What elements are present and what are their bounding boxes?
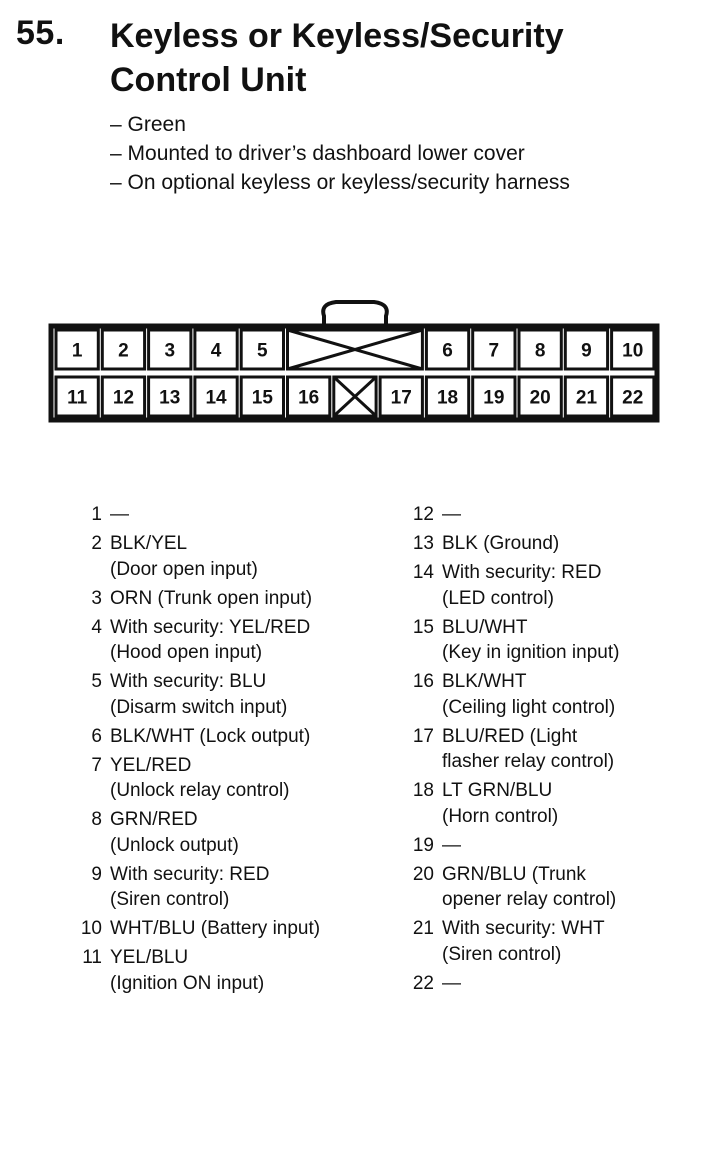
section-number: 55. <box>16 14 65 52</box>
terminal-description-line: (Key in ignition input) <box>442 642 620 663</box>
terminal-description <box>442 778 692 829</box>
terminal-number: 22 <box>412 972 434 994</box>
terminal-description-line: (Unlock relay control) <box>110 780 290 801</box>
terminal-entry <box>392 724 692 775</box>
terminal-description-line: BLU/RED (Light <box>442 725 578 747</box>
terminal-description-line: (Hood open input) <box>110 642 263 663</box>
terminal-description-line: BLK/WHT <box>442 671 527 692</box>
terminal-number: 6 <box>91 725 102 747</box>
note-item: – On optional keyless or keyless/security harness <box>110 168 570 197</box>
terminal-number: 16 <box>412 671 434 692</box>
terminal-description-line: With security: BLU <box>110 671 267 692</box>
terminal-entry <box>392 669 692 720</box>
terminal-entry <box>60 916 380 942</box>
page-title: Keyless or Keyless/Security Control Unit <box>110 17 564 99</box>
terminal-description <box>442 615 692 666</box>
pin-number: 11 <box>67 387 88 409</box>
terminal-description-line: With security: YEL/RED <box>110 616 311 638</box>
terminal-entry <box>60 807 380 858</box>
terminal-entry <box>60 531 380 582</box>
terminal-entry <box>60 615 380 666</box>
terminal-number: 15 <box>412 616 434 638</box>
terminal-description-line: — <box>442 972 461 994</box>
terminal-description-line: With security: RED <box>442 562 602 583</box>
terminal-number: 8 <box>91 809 102 830</box>
pin-number: 4 <box>210 340 222 362</box>
pin-number: 18 <box>436 387 459 409</box>
terminal-description <box>110 945 380 996</box>
terminal-description <box>110 502 380 528</box>
terminal-entry <box>392 833 692 859</box>
terminal-entry <box>60 753 380 804</box>
terminal-number: 2 <box>91 533 102 554</box>
pin-number: 2 <box>118 340 129 362</box>
pin-number: 12 <box>112 387 135 409</box>
terminal-entry <box>392 615 692 666</box>
pin-number: 16 <box>298 387 320 409</box>
pin-number: 5 <box>257 340 268 362</box>
terminal-entry <box>392 971 692 997</box>
terminal-description-line: (Horn control) <box>442 805 559 827</box>
terminal-description-line: GRN/RED <box>110 809 198 830</box>
pin-number: 14 <box>205 387 227 409</box>
terminal-description-line: BLK/YEL <box>110 533 188 554</box>
terminal-description-line: opener relay control) <box>442 889 617 910</box>
pin-number: 10 <box>622 340 644 362</box>
terminal-entry <box>60 862 380 913</box>
terminal-entry <box>60 724 380 750</box>
terminal-entry <box>60 945 380 996</box>
connector-latch <box>323 302 387 326</box>
pin-number: 20 <box>529 387 551 409</box>
pin-number: 22 <box>622 387 644 409</box>
pin-number: 21 <box>575 387 598 409</box>
terminal-description-line: flasher relay control) <box>442 751 615 772</box>
terminal-description <box>110 807 380 858</box>
terminal-description <box>442 724 692 775</box>
terminal-description-line: With security: RED <box>110 863 270 885</box>
terminal-entry <box>392 531 692 557</box>
terminal-description <box>110 531 380 582</box>
terminal-description <box>442 862 692 913</box>
terminal-entry <box>60 502 380 528</box>
terminal-description-line: LT GRN/BLU <box>442 780 553 801</box>
terminal-entry <box>60 669 380 720</box>
terminal-description <box>110 724 380 750</box>
terminal-description-line: WHT/BLU (Battery input) <box>110 918 321 939</box>
pin-number: 13 <box>159 387 181 409</box>
connector-diagram <box>48 296 660 426</box>
terminal-description-line: GRN/BLU (Trunk <box>442 863 586 885</box>
terminal-description-line: YEL/BLU <box>110 947 189 968</box>
terminal-number: 17 <box>412 725 434 747</box>
terminal-description-line: BLK/WHT (Lock output) <box>110 725 311 747</box>
pin-number: 8 <box>534 340 546 362</box>
pin-number: 3 <box>164 340 176 362</box>
terminal-number: 3 <box>91 587 102 609</box>
pin-number: 17 <box>390 387 412 409</box>
terminal-entry <box>60 586 380 612</box>
terminal-description-line: With security: WHT <box>442 918 605 939</box>
terminal-description-line: YEL/RED <box>110 754 192 776</box>
terminal-entry <box>392 778 692 829</box>
pin-number: 9 <box>581 340 592 362</box>
terminal-number: 11 <box>82 947 102 968</box>
terminal-description-line: ORN (Trunk open input) <box>110 587 313 609</box>
terminal-description <box>110 669 380 720</box>
terminal-description <box>442 560 692 611</box>
terminal-description <box>442 531 692 557</box>
pin-number: 1 <box>71 340 83 362</box>
notes-list <box>110 110 570 197</box>
terminal-description-line: (Ignition ON input) <box>110 972 265 994</box>
terminal-entry <box>392 916 692 967</box>
terminal-number: 14 <box>412 562 434 583</box>
terminal-description-line: (Siren control) <box>110 889 230 910</box>
terminal-number: 20 <box>412 863 434 885</box>
pin-number: 6 <box>442 340 453 362</box>
terminal-number: 13 <box>412 533 434 554</box>
terminal-description <box>110 586 380 612</box>
terminal-description <box>442 669 692 720</box>
terminal-description-line: (Ceiling light control) <box>442 696 616 718</box>
terminal-number: 7 <box>91 754 102 776</box>
terminal-description <box>442 833 692 859</box>
terminal-description <box>442 502 692 528</box>
terminal-description-line: (LED control) <box>442 587 554 609</box>
terminal-number: 9 <box>91 863 102 885</box>
terminal-number: 5 <box>91 671 102 692</box>
pin-number: 7 <box>488 340 500 362</box>
terminal-description-line: (Door open input) <box>110 558 258 580</box>
terminal-number: 4 <box>91 616 102 638</box>
terminal-description-line: (Disarm switch input) <box>110 696 288 718</box>
terminal-number: 1 <box>91 504 102 525</box>
terminal-number: 10 <box>80 918 102 939</box>
terminal-number: 21 <box>412 918 434 939</box>
terminal-number: 18 <box>412 780 434 801</box>
terminal-description <box>110 615 380 666</box>
terminal-number: 12 <box>412 504 434 525</box>
terminal-description-line: BLK (Ground) <box>442 533 560 554</box>
terminal-description <box>442 971 692 997</box>
terminal-entry <box>392 862 692 913</box>
terminal-entry <box>392 560 692 611</box>
terminal-description <box>110 753 380 804</box>
terminal-description-line: — <box>110 504 129 525</box>
pin-number: 15 <box>251 387 273 409</box>
terminal-description-line: (Siren control) <box>442 943 562 965</box>
terminal-description-line: — <box>442 504 461 525</box>
terminal-description <box>442 916 692 967</box>
terminal-legend-left <box>60 502 380 1000</box>
terminal-description-line: — <box>442 834 461 856</box>
pin-number: 19 <box>483 387 505 409</box>
note-item: – Green <box>110 110 570 139</box>
terminal-description <box>110 916 380 942</box>
terminal-legend-right <box>392 502 692 1000</box>
note-item: – Mounted to driver’s dashboard lower cover <box>110 139 570 168</box>
terminal-description-line: BLU/WHT <box>442 616 528 638</box>
terminal-entry <box>392 502 692 528</box>
terminal-description-line: (Unlock output) <box>110 834 239 856</box>
terminal-description <box>110 862 380 913</box>
terminal-number: 19 <box>412 834 434 856</box>
